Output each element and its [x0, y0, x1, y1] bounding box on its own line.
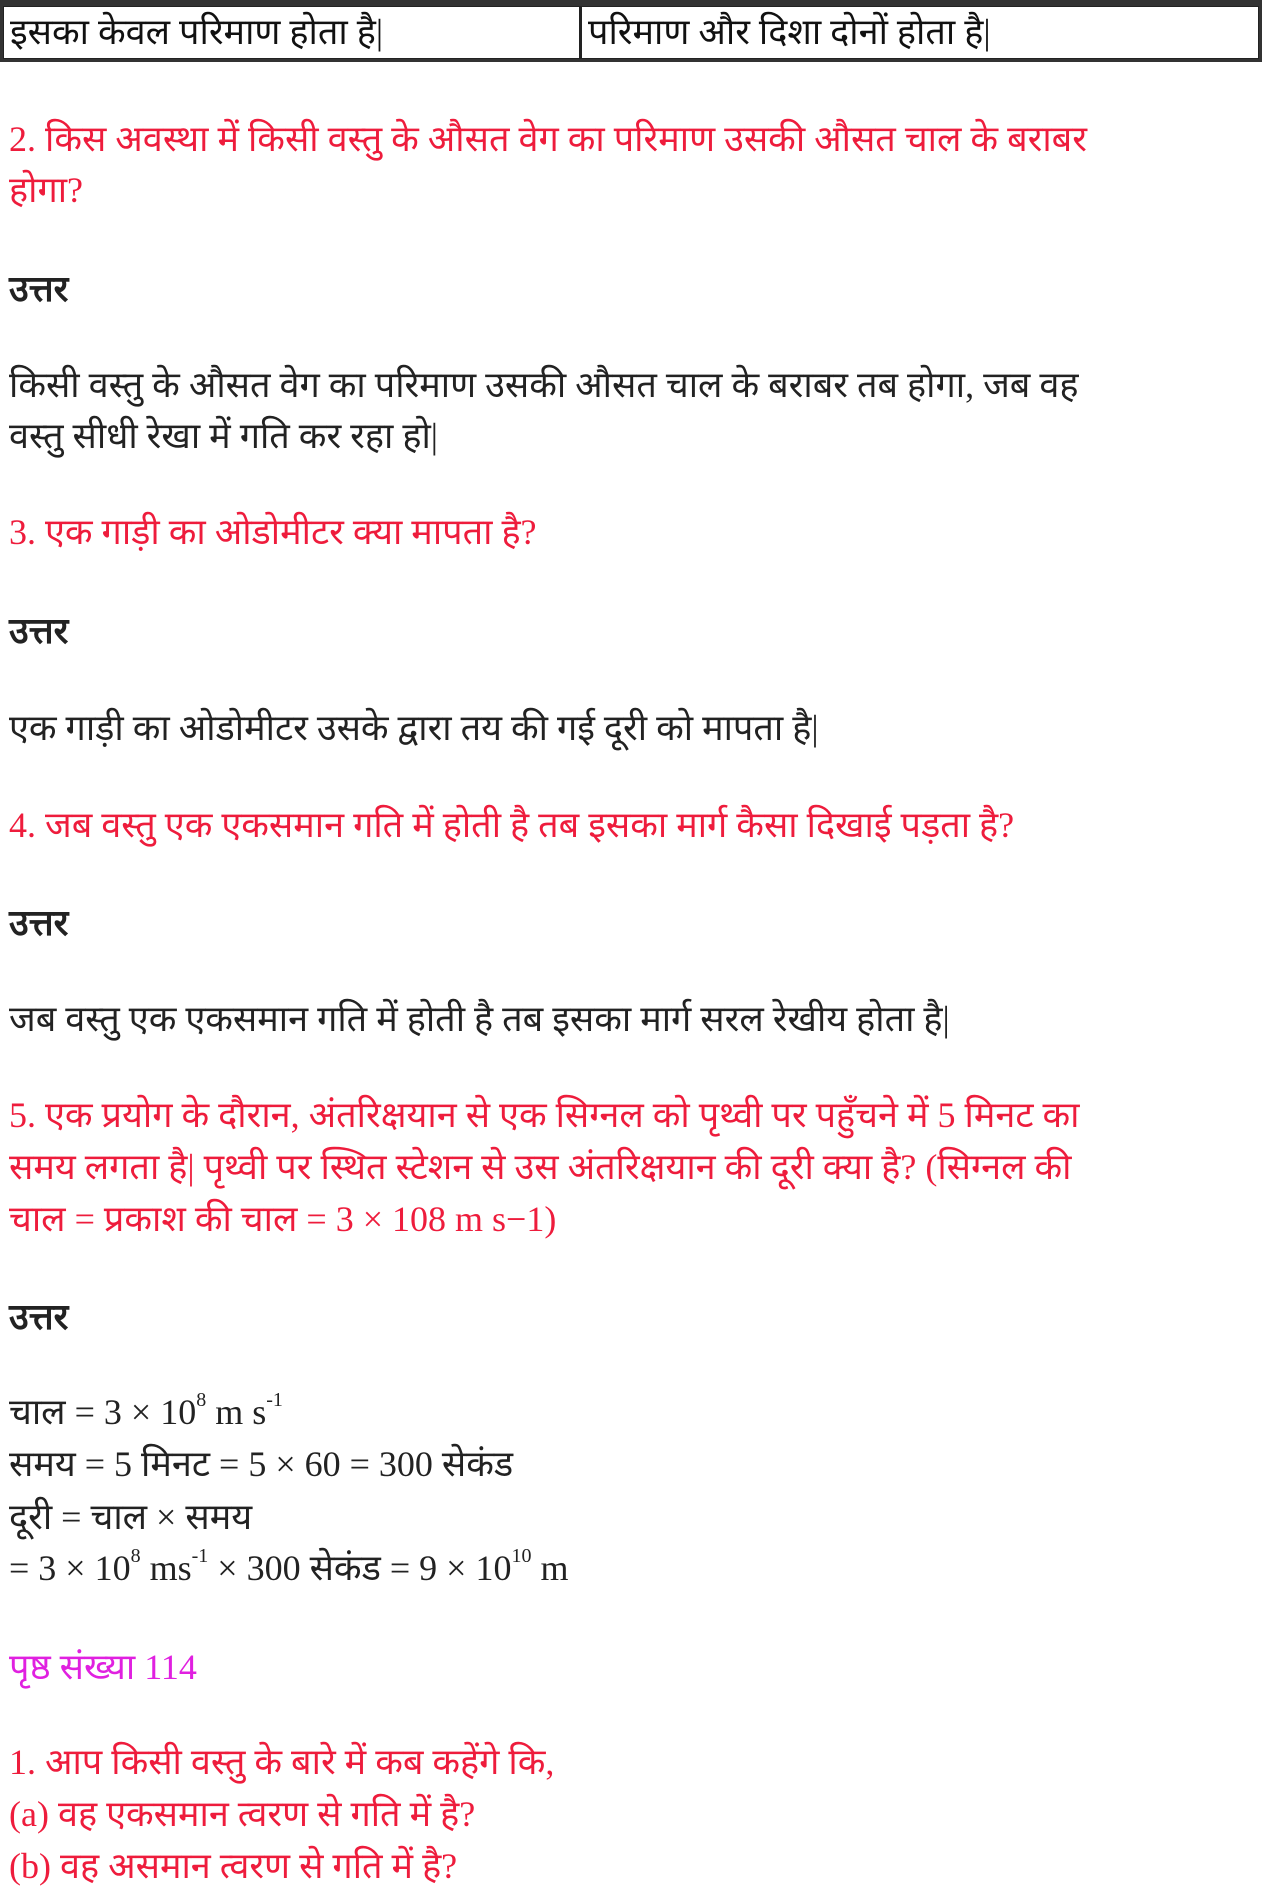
- exponent: 8: [130, 1545, 141, 1567]
- calc-text: × 300 सेकंड = 9 × 10: [208, 1548, 512, 1588]
- question-5-line: समय लगता है| पृथ्वी पर स्थित स्टेशन से उस अंतरिक्षयान की दूरी क्या है? (सिग्नल की: [9, 1147, 1072, 1187]
- exponent: 8: [196, 1389, 207, 1411]
- exponent: -1: [266, 1389, 283, 1411]
- calc-text: m: [531, 1548, 569, 1588]
- question-4-line: 4. जब वस्तु एक एकसमान गति में होती है तब इसका मार्ग कैसा दिखाई पड़ता है?: [9, 805, 1015, 845]
- question-3-line: 3. एक गाड़ी का ओडोमीटर क्या मापता है?: [9, 512, 537, 552]
- answer-3-line: एक गाड़ी का ओडोमीटर उसके द्वारा तय की गई दूरी को मापता है|: [9, 708, 819, 748]
- page-number-heading: पृष्ठ संख्या 114: [9, 1647, 197, 1687]
- calc-text: चाल = 3 × 10: [9, 1392, 197, 1432]
- question-1-line: 1. आप किसी वस्तु के बारे में कब कहेंगे कि,: [9, 1742, 555, 1782]
- table-cell-vector: परिमाण और दिशा दोनों होता है|: [581, 6, 1259, 59]
- answer-4-line: जब वस्तु एक एकसमान गति में होती है तब इसका मार्ग सरल रेखीय होता है|: [9, 999, 950, 1039]
- question-2-line: होगा?: [9, 170, 84, 210]
- calc-text: ms: [140, 1548, 192, 1588]
- exponent: 10: [511, 1545, 532, 1567]
- exponent: -1: [191, 1545, 209, 1567]
- calc-distance-formula: दूरी = चाल × समय: [9, 1497, 253, 1537]
- question-1-line: (a) वह एकसमान त्वरण से गति में है?: [9, 1794, 476, 1834]
- answer-heading: उत्तर: [9, 903, 69, 943]
- question-1-line: (b) वह असमान त्वरण से गति में है?: [9, 1846, 458, 1886]
- calc-time-line: समय = 5 मिनट = 5 × 60 = 300 सेकंड: [9, 1444, 514, 1484]
- calc-text: m s: [206, 1392, 267, 1432]
- calc-text: = 3 × 10: [9, 1548, 131, 1588]
- calc-speed-line: [9, 1386, 283, 1438]
- answer-2-line: वस्तु सीधी रेखा में गति कर रहा हो|: [9, 416, 438, 456]
- answer-heading: उत्तर: [9, 269, 69, 309]
- table-cell-scalar: इसका केवल परिमाण होता है|: [3, 6, 581, 59]
- calc-distance-result: [9, 1542, 568, 1594]
- question-5-line: चाल = प्रकाश की चाल = 3 × 108 m s−1): [9, 1199, 557, 1239]
- answer-heading: उत्तर: [9, 611, 69, 651]
- answer-heading: उत्तर: [9, 1297, 69, 1337]
- answer-2-line: किसी वस्तु के औसत वेग का परिमाण उसकी औसत चाल के बराबर तब होगा, जब वह: [9, 365, 1079, 405]
- question-2-line: 2. किस अवस्था में किसी वस्तु के औसत वेग का परिमाण उसकी औसत चाल के बराबर: [9, 119, 1087, 159]
- comparison-table-row: [0, 0, 1262, 62]
- question-5-line: 5. एक प्रयोग के दौरान, अंतरिक्षयान से एक सिग्नल को पृथ्वी पर पहुँचने में 5 मिनट का: [9, 1095, 1080, 1135]
